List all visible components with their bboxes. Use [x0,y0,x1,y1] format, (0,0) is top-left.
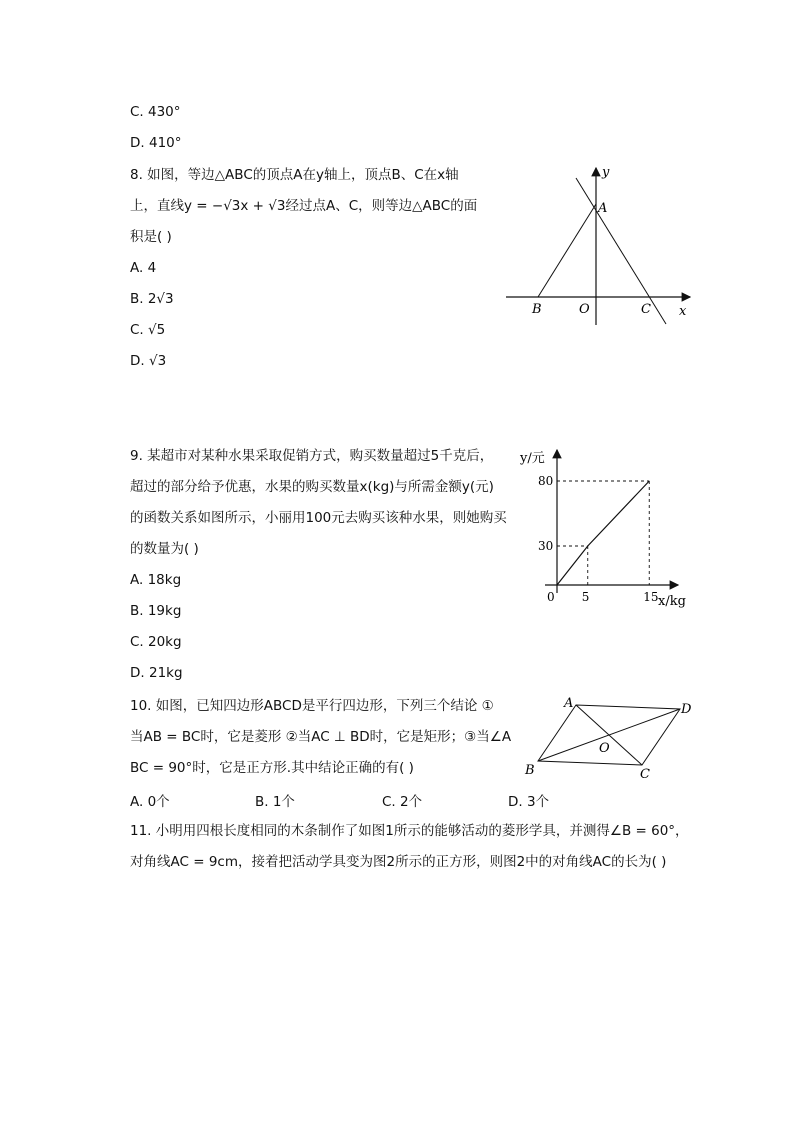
q8-label-y: y [602,165,610,180]
q9-stem-line4: 的数量为( ) [130,541,199,557]
q8-label-b: B [532,302,542,317]
q8-option-d: D. √3 [130,353,167,369]
q8-option-b: B. 2√3 [130,291,174,307]
q8-label-x: x [679,304,687,319]
q9-stem-line2: 超过的部分给予优惠，水果的购买数量x(kg)与所需金额y(元) [130,479,494,495]
q10-label-b: B [525,763,535,778]
q10-stem-line1: 10. 如图，已知四边形ABCD是平行四边形，下列三个结论 ① [130,698,494,714]
q10-option-a: A. 0个 [130,794,170,810]
q9-y-axis-label: y/元 [520,451,545,466]
q10-label-o: O [599,741,610,756]
q8-option-a: A. 4 [130,260,157,276]
q10-stem-line2: 当AB = BC时，它是菱形 ②当AC ⊥ BD时，它是矩形；③当∠A [130,729,512,745]
q11-stem-line2: 对角线AC = 9cm，接着把活动学具变为图2所示的正方形，则图2中的对角线AC的长为( ) [130,854,667,870]
q9-stem-line3: 的函数关系如图所示，小丽用100元去购买该种水果，则她购买 [130,510,507,526]
q9-series-line [557,481,649,585]
q8-label-a: A [598,201,608,216]
q7-option-d: D. 410° [130,135,182,151]
q9-option-d: D. 21kg [130,665,183,681]
q10-label-a: A [564,696,574,711]
q10-option-d: D. 3个 [508,794,550,810]
q10-label-c: C [640,767,650,782]
q9-y-tick-label: 80 [538,474,554,488]
q8-stem-line1: 8. 如图，等边△ABC的顶点A在y轴上，顶点B、C在x轴 [130,167,459,183]
q10-option-c: C. 2个 [382,794,423,810]
q9-x-tick-label: 5 [581,590,590,604]
q9-option-c: C. 20kg [130,634,182,650]
q7-option-c: C. 430° [130,104,181,120]
q8-stem-line3: 积是( ) [130,229,172,245]
q8-option-c: C. √5 [130,322,166,338]
q8-label-c: C [641,302,651,317]
q9-x-axis-label: x/kg [658,594,686,609]
q10-option-b: B. 1个 [255,794,295,810]
q9-option-b: B. 19kg [130,603,182,619]
q9-option-a: A. 18kg [130,572,182,588]
q8-stem-line2: 上，直线y = −√3x + √3经过点A、C，则等边△ABC的面 [130,198,478,214]
q9-origin-label: 0 [547,590,555,604]
q9-stem-line1: 9. 某超市对某种水果采取促销方式，购买数量超过5千克后， [130,448,494,464]
q9-y-tick-label: 30 [538,539,554,553]
q10-label-d: D [681,702,692,717]
q11-stem-line1: 11. 小明用四根长度相同的木条制作了如图1所示的能够活动的菱形学具，并测得∠B = 60°， [130,823,689,839]
q9-x-tick-label: 15 [643,590,659,604]
q8-figure [500,160,700,330]
q8-side-ba [538,204,596,297]
q9-chart [510,445,700,615]
q10-figure [520,692,700,782]
q8-label-o: O [579,302,590,317]
q10-stem-line3: BC = 90°时，它是正方形.其中结论正确的有( ) [130,760,414,776]
